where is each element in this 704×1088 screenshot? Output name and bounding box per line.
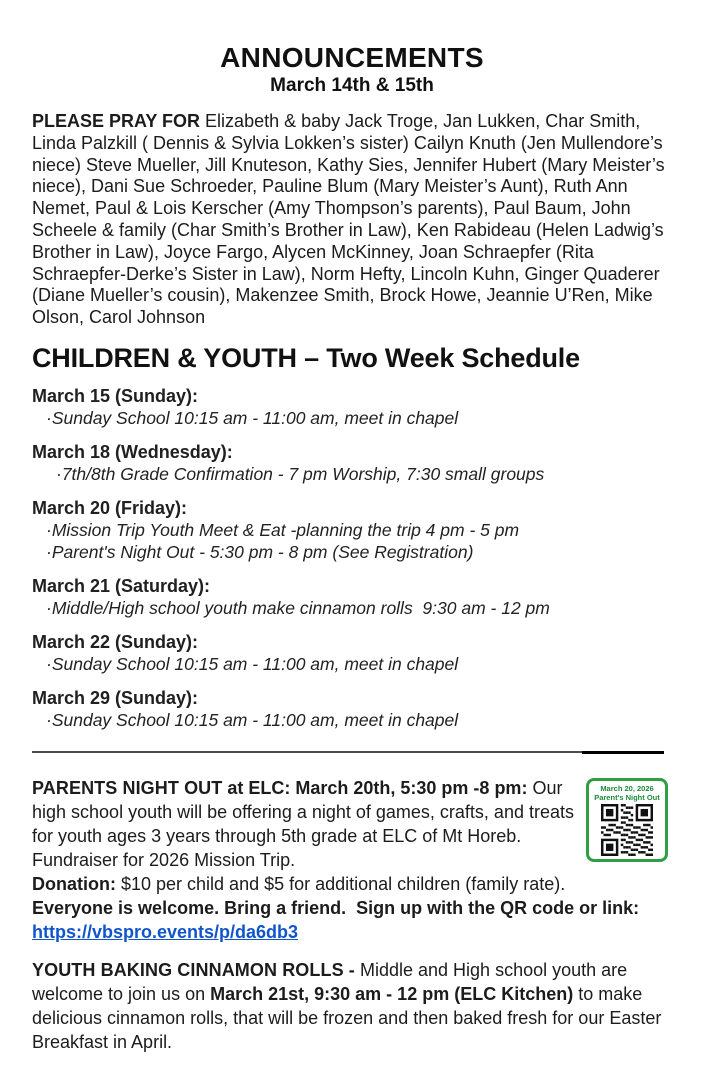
schedule-date: March 20 (Friday): (32, 497, 188, 518)
schedule-date: March 15 (Sunday): (32, 385, 199, 406)
schedule-group-march29 (32, 687, 672, 731)
qr-pattern-icon (601, 804, 653, 856)
page-subtitle: March 14th & 15th (270, 75, 434, 96)
schedule-date: March 21 (Saturday): (32, 575, 211, 596)
page-title: ANNOUNCEMENTS (220, 42, 484, 73)
qr-title-line1: March 20, 2026 (600, 783, 654, 793)
parents-night-everyone: Everyone is welcome. Bring a friend. Sign up with the QR code or link: (32, 897, 640, 918)
youth-baking-section: YOUTH BAKING CINNAMON ROLLS - Middle and High school youth are welcome to join us on March 21st, 9:30 am - 12 pm (ELC Kitchen) to make delicious cinnamon rolls, that will be frozen and then baked fresh for our Easter Breakfast in April. (32, 959, 667, 1052)
schedule-date: March 29 (Sunday): (32, 687, 199, 708)
section-divider (32, 751, 672, 754)
schedule-group-march20 (32, 497, 672, 563)
signup-link-line (32, 920, 672, 944)
schedule-group-march18 (32, 441, 672, 485)
children-youth-heading: CHILDREN & YOUTH – Two Week Schedule (32, 342, 580, 373)
schedule-item: ·7th/8th Grade Confirmation - 7 pm Worship, 7:30 small groups (56, 463, 545, 484)
parents-night-intro: PARENTS NIGHT OUT at ELC: March 20th, 5:30 pm -8 pm: Our high school youth will be offering a night of games, crafts, and treats for youth ages 3 years through 5th grade at ELC of Mt Horeb. Fundraiser for 2026 Mission Trip. (32, 777, 579, 870)
signup-link[interactable]: https://vbspro.events/p/da6db3 (32, 921, 299, 942)
schedule-item: ·Mission Trip Youth Meet & Eat -planning the trip 4 pm - 5 pm (46, 519, 520, 540)
schedule-group-march21 (32, 575, 672, 619)
schedule-date: March 18 (Wednesday): (32, 441, 233, 462)
divider-dark-segment (582, 751, 664, 754)
schedule-date: March 22 (Sunday): (32, 631, 199, 652)
prayer-list-names: Elizabeth & baby Jack Troge, Jan Lukken, Char Smith, Linda Palzkill ( Dennis & Sylvia Lokken’s sister) Cailyn Knuth (Jen Mullendore’s niece) Steve Mueller, Jill Knuteson, Kathy Sies, Jennifer Hubert (Mary Meister’s niece), Dani Sue Schroeder, Pauline Blum (Mary Meister’s Aunt), Ruth Ann Nemet, Paul & Lois Kerscher (Amy Thompson’s parents), Paul Baum, John Scheele & family (Char Smith’s Brother in Law), Ken Rabideau (Helen Ladwig’s Brother in Law), Joyce Fargo, Alycen McKinney, Joan Schraepfer (Rita Schraepfer-Derke’s Sister in Law), Norm Hefty, Lincoln Kuhn, Ginger Quaderer (Diane Mueller’s cousin), Makenzee Smith, Brock Howe, Jeannie U’Ren, Mike Olson, Carol Johnson (32, 111, 670, 328)
schedule-item: ·Parent's Night Out - 5:30 pm - 8 pm (See Registration) (46, 541, 474, 562)
qr-code (586, 778, 668, 862)
schedule-group-march15 (32, 385, 672, 429)
qr-title-line2: Parent's Night Out (594, 792, 660, 802)
parents-night-out-section (32, 776, 672, 944)
divider-line (32, 751, 664, 753)
schedule-item: ·Sunday School 10:15 am - 11:00 am, meet in chapel (46, 709, 459, 730)
schedule-item: ·Sunday School 10:15 am - 11:00 am, meet in chapel (46, 407, 459, 428)
schedule-item: ·Sunday School 10:15 am - 11:00 am, meet in chapel (46, 653, 459, 674)
prayer-list-paragraph (32, 111, 672, 329)
prayer-list-lead: PLEASE PRAY FOR (32, 111, 201, 131)
schedule-item: ·Middle/High school youth make cinnamon rolls 9:30 am - 12 pm (46, 597, 550, 618)
parents-night-donation: Donation: $10 per child and $5 for additional children (family rate). (32, 873, 566, 894)
schedule-group-march22 (32, 631, 672, 675)
